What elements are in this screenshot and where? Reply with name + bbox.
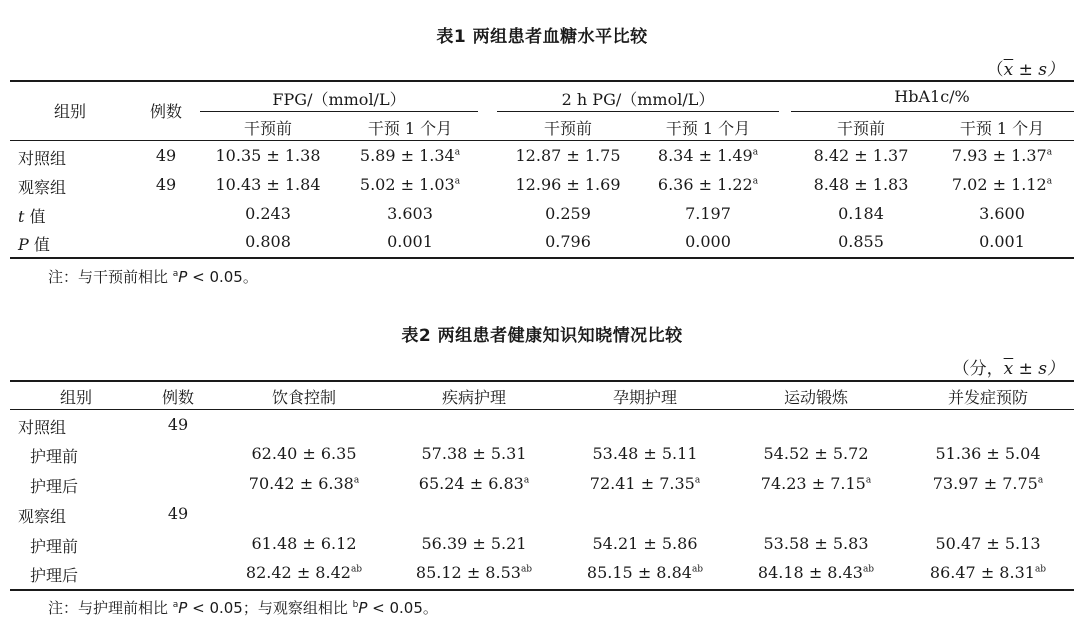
table2-unit — [953, 354, 1064, 379]
table1-header-fpg: FPG/（mmol/L） — [272, 90, 406, 109]
table2-cell: 85.15 ± 8.84$^{ab}$ — [586, 563, 704, 582]
table1-cell: 0.001 — [387, 232, 433, 251]
table2-header: 组别 — [59, 388, 93, 407]
table1-cell: 12.87 ± 1.75 — [515, 146, 621, 165]
table1-cell: 0.808 — [245, 232, 291, 251]
table1-cell: 7.02 ± 1.12$^a$ — [951, 175, 1053, 194]
table1-row-label: 观察组 — [18, 178, 67, 197]
table1-sub-rule-fpg — [200, 111, 478, 112]
table2-row-label: 护理后 — [30, 566, 79, 585]
table1-header-group: 组别 — [53, 102, 87, 121]
table1-cell: 10.35 ± 1.38 — [215, 146, 321, 165]
table1-cell: 7.93 ± 1.37$^a$ — [951, 146, 1053, 165]
table2-header: 运动锻炼 — [783, 388, 849, 407]
table2-cell: 57.38 ± 5.31 — [421, 444, 527, 463]
table2-header: 饮食控制 — [271, 388, 337, 407]
table2-unit-mean: $\overline{x}$ — [1003, 359, 1014, 379]
table2-cell: 73.97 ± 7.75$^a$ — [932, 474, 1044, 493]
table1-header-before: 干预前 — [836, 119, 886, 138]
table2-cell: 82.42 ± 8.42$^{ab}$ — [245, 563, 363, 582]
table2-cell: 54.21 ± 5.86 — [592, 534, 698, 553]
table2-cell: 70.42 ± 6.38$^a$ — [248, 474, 360, 493]
table1-cell: 0.796 — [545, 232, 591, 251]
table1-header-count: 例数 — [149, 102, 183, 121]
table2-header: 疾病护理 — [441, 388, 507, 407]
table1-cell: 8.34 ± 1.49$^a$ — [657, 146, 759, 165]
table2-cell: 86.47 ± 8.31$^{ab}$ — [929, 563, 1047, 582]
table2-top-rule — [10, 380, 1074, 382]
table1-cell: 5.02 ± 1.03$^a$ — [359, 175, 461, 194]
table1-cell: 0.001 — [979, 232, 1025, 251]
table1-unit — [987, 55, 1064, 80]
table2-cell: 51.36 ± 5.04 — [935, 444, 1041, 463]
table2-row-label: 护理前 — [30, 447, 79, 466]
table2-header: 并发症预防 — [947, 388, 1029, 407]
table2-row-label: 观察组 — [18, 507, 67, 526]
table2-header: 例数 — [161, 388, 195, 407]
table2-cell: 65.24 ± 6.83$^a$ — [418, 474, 530, 493]
table2-row-label: 护理前 — [30, 537, 79, 556]
table2-title: 表2 两组患者健康知识知晓情况比较 — [401, 326, 683, 346]
table1-header-after: 干预 1 个月 — [665, 119, 751, 138]
table2-cell: 49 — [167, 415, 189, 434]
table1-cell: 49 — [155, 175, 177, 194]
table2-unit-open: （分， — [952, 359, 1004, 379]
table2-cell: 62.40 ± 6.35 — [251, 444, 357, 463]
table2-cell: 85.12 ± 8.53$^{ab}$ — [415, 563, 533, 582]
table1-header-rule — [10, 140, 1074, 141]
table2-header-rule — [10, 409, 1074, 410]
table1-title: 表1 两组患者血糖水平比较 — [436, 27, 648, 47]
table1-bottom-rule — [10, 257, 1074, 259]
table1-cell: 0.243 — [245, 204, 291, 223]
table2-cell: 49 — [167, 504, 189, 523]
table1-cell: 3.600 — [979, 204, 1025, 223]
table2-bottom-rule — [10, 589, 1074, 591]
table2-cell: 84.18 ± 8.43$^{ab}$ — [757, 563, 875, 582]
table1-unit-mean: $\overline{x}$ — [1003, 60, 1014, 80]
table1-sub-rule-hba1c — [791, 111, 1074, 112]
table1-cell: 12.96 ± 1.69 — [515, 175, 621, 194]
table2-cell: 54.52 ± 5.72 — [763, 444, 869, 463]
table1-note: 注：与干预前相比 $^a$P < 0.05。 — [48, 268, 258, 286]
table1-cell: 8.42 ± 1.37 — [813, 146, 909, 165]
table1-cell: 3.603 — [387, 204, 433, 223]
table1-row-label: 对照组 — [18, 149, 67, 168]
table1-header-before: 干预前 — [543, 119, 593, 138]
table1-header-hba1c: HbA1c/% — [894, 87, 970, 106]
table1-row-label: t 值 — [18, 207, 46, 226]
table2-cell: 53.48 ± 5.11 — [592, 444, 698, 463]
table1-cell: 8.48 ± 1.83 — [813, 175, 909, 194]
table1-cell: 49 — [155, 146, 177, 165]
table1-cell: 0.855 — [838, 232, 884, 251]
table1-header-after: 干预 1 个月 — [959, 119, 1045, 138]
table2-row-label: 护理后 — [30, 477, 79, 496]
table2-cell: 56.39 ± 5.21 — [421, 534, 527, 553]
table1-unit-sd: ± s） — [1013, 60, 1064, 80]
table1-cell: 0.000 — [685, 232, 731, 251]
table1-cell: 0.184 — [838, 204, 884, 223]
table2-unit-sd: ± s） — [1013, 359, 1064, 379]
table1-cell: 7.197 — [685, 204, 731, 223]
table1-cell: 6.36 ± 1.22$^a$ — [657, 175, 759, 194]
table1-row-label: P 值 — [18, 235, 50, 254]
table1-header-after: 干预 1 个月 — [367, 119, 453, 138]
table2-header: 孕期护理 — [612, 388, 678, 407]
table2-cell: 61.48 ± 6.12 — [251, 534, 357, 553]
table1-cell: 0.259 — [545, 204, 591, 223]
table2-note: 注：与护理前相比 $^a$P < 0.05；与观察组相比 $^b$P < 0.05。 — [48, 599, 438, 617]
table2-cell: 50.47 ± 5.13 — [935, 534, 1041, 553]
table1-unit-open: （ — [986, 60, 1004, 80]
table2-cell: 72.41 ± 7.35$^a$ — [589, 474, 701, 493]
table1-header-before: 干预前 — [243, 119, 293, 138]
table1-cell: 10.43 ± 1.84 — [215, 175, 321, 194]
table2-cell: 53.58 ± 5.83 — [763, 534, 869, 553]
table1-top-rule — [10, 80, 1074, 82]
table2-row-label: 对照组 — [18, 418, 67, 437]
table1-cell: 5.89 ± 1.34$^a$ — [359, 146, 461, 165]
table2-cell: 74.23 ± 7.15$^a$ — [760, 474, 872, 493]
table1-sub-rule-2hpg — [497, 111, 779, 112]
table1-header-2hpg: 2 h PG/（mmol/L） — [561, 90, 715, 109]
